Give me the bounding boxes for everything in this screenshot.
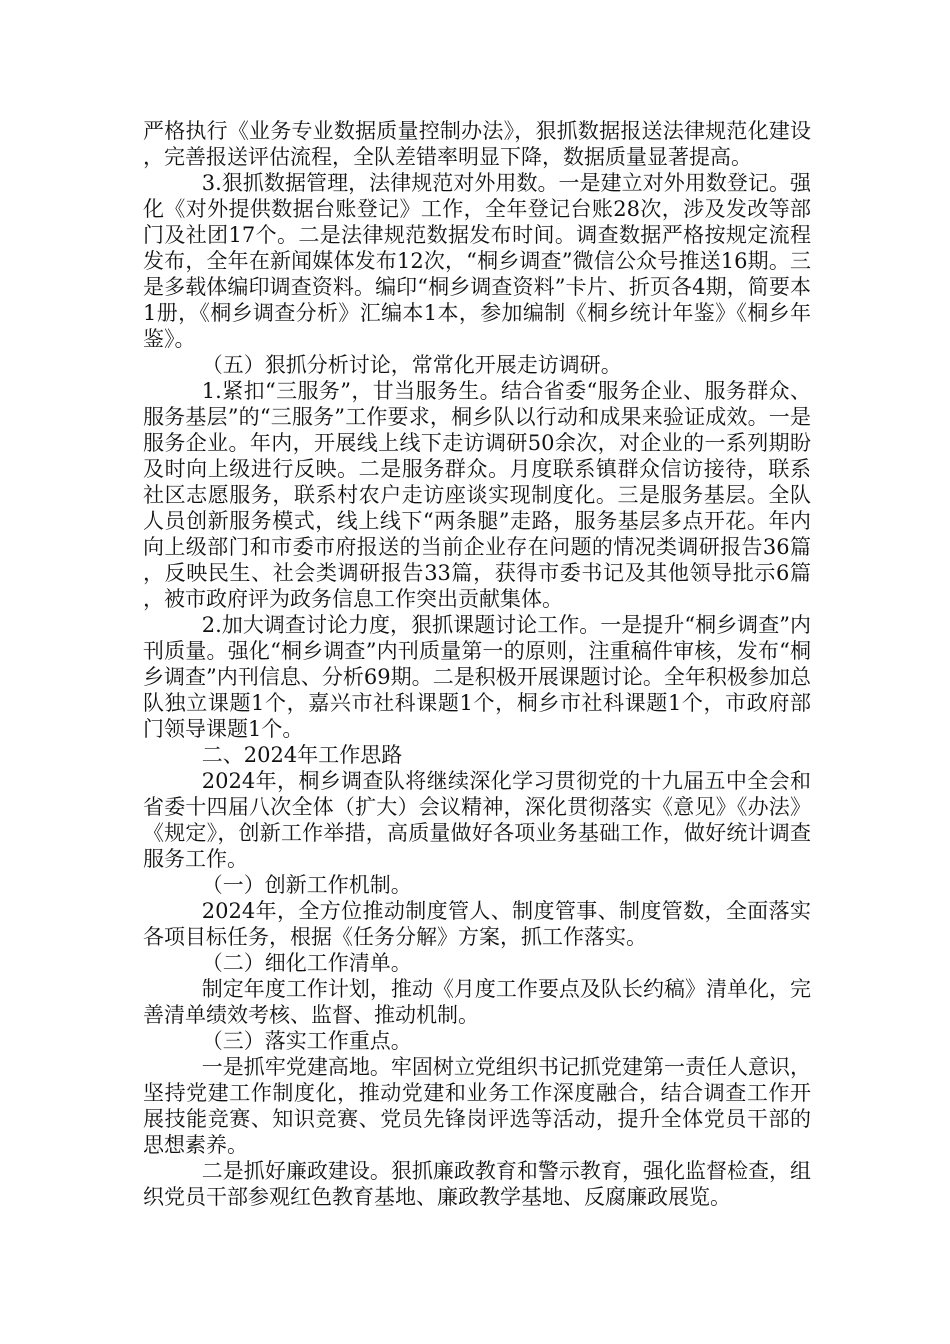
paragraph-mechanism: 2024年，全方位推动制度管人、制度管事、制度管数，全面落实各项目标任务，根据《任务分解》方案，抓工作落实。 — [143, 899, 811, 949]
paragraph-integrity: 二是抓好廉政建设。狠抓廉政教育和警示教育，强化监督检查，组织党员干部参观红色教育基地、廉政教学基地、反腐廉政展览。 — [143, 1159, 811, 1209]
paragraph-three-services: 1.紧扣“三服务”，甘当服务生。结合省委“服务企业、服务群众、服务基层”的“三服务”工作要求，桐乡队以行动和成果来验证成效。一是服务企业。年内，开展线上线下走访调研50余次，对企业的一系列期盼及时向上级进行反映。二是服务群众。月度联系镇群众信访接待，联系社区志愿服务，联系村农户走访座谈实现制度化。三是服务基层。全队人员创新服务模式，线上线下“两条腿”走路，服务基层多点开花。年内向上级部门和市委市府报送的当前企业存在问题的情况类调研报告36篇，反映民生、社会类调研报告33篇，获得市委书记及其他领导批示6篇，被市政府评为政务信息工作突出贡献集体。 — [143, 379, 811, 611]
document-page — [143, 118, 811, 1210]
paragraph-work-list: 制定年度工作计划，推动《月度工作要点及队长约稿》清单化，完善清单绩效考核、监督、推动机制。 — [143, 977, 811, 1027]
paragraph-research: 2.加大调查讨论力度，狠抓课题讨论工作。一是提升“桐乡调查”内刊质量。强化“桐乡调查”内刊质量第一的原则，注重稿件审核，发布“桐乡调查”内刊信息、分析69期。二是积极开展课题讨论。全年积极参加总队独立课题1个，嘉兴市社科课题1个，桐乡市社科课题1个，市政府部门领导课题1个。 — [143, 613, 811, 741]
subheading-three: （三）落实工作重点。 — [201, 1029, 412, 1053]
paragraph-data-management: 3.狠抓数据管理，法律规范对外用数。一是建立对外用数登记。强化《对外提供数据台账登记》工作，全年登记台账28次，涉及发改等部门及社团17个。二是法律规范数据发布时间。调查数据严格按规定流程发布，全年在新闻媒体发布12次，“桐乡调查”微信公众号推送16期。三是多载体编印调查资料。编印“桐乡调查资料”卡片、折页各4期，简要本1册，《桐乡调查分析》汇编本1本，参加编制《桐乡统计年鉴》《桐乡年鉴》。 — [143, 171, 811, 351]
section-heading-2024: 二、2024年工作思路 — [201, 743, 403, 767]
paragraph-2024-intro: 2024年，桐乡调查队将继续深化学习贯彻党的十九届五中全会和省委十四届八次全体（扩大）会议精神，深化贯彻落实《意见》《办法》《规定》，创新工作举措，高质量做好各项业务基础工作，做好统计调查服务工作。 — [143, 769, 811, 871]
subheading-two: （二）细化工作清单。 — [201, 951, 412, 975]
subheading-one: （一）创新工作机制。 — [201, 873, 412, 897]
paragraph-party-building: 一是抓牢党建高地。牢固树立党组织书记抓党建第一责任人意识，坚持党建工作制度化，推动党建和业务工作深度融合，结合调查工作开展技能竞赛、知识竞赛、党员先锋岗评选等活动，提升全体党员干部的思想素养。 — [143, 1055, 811, 1157]
section-heading-five: （五）狠抓分析讨论，常常化开展走访调研。 — [201, 353, 622, 377]
paragraph-continuation: 严格执行《业务专业数据质量控制办法》，狠抓数据报送法律规范化建设，完善报送评估流程，全队差错率明显下降，数据质量显著提高。 — [143, 119, 811, 169]
